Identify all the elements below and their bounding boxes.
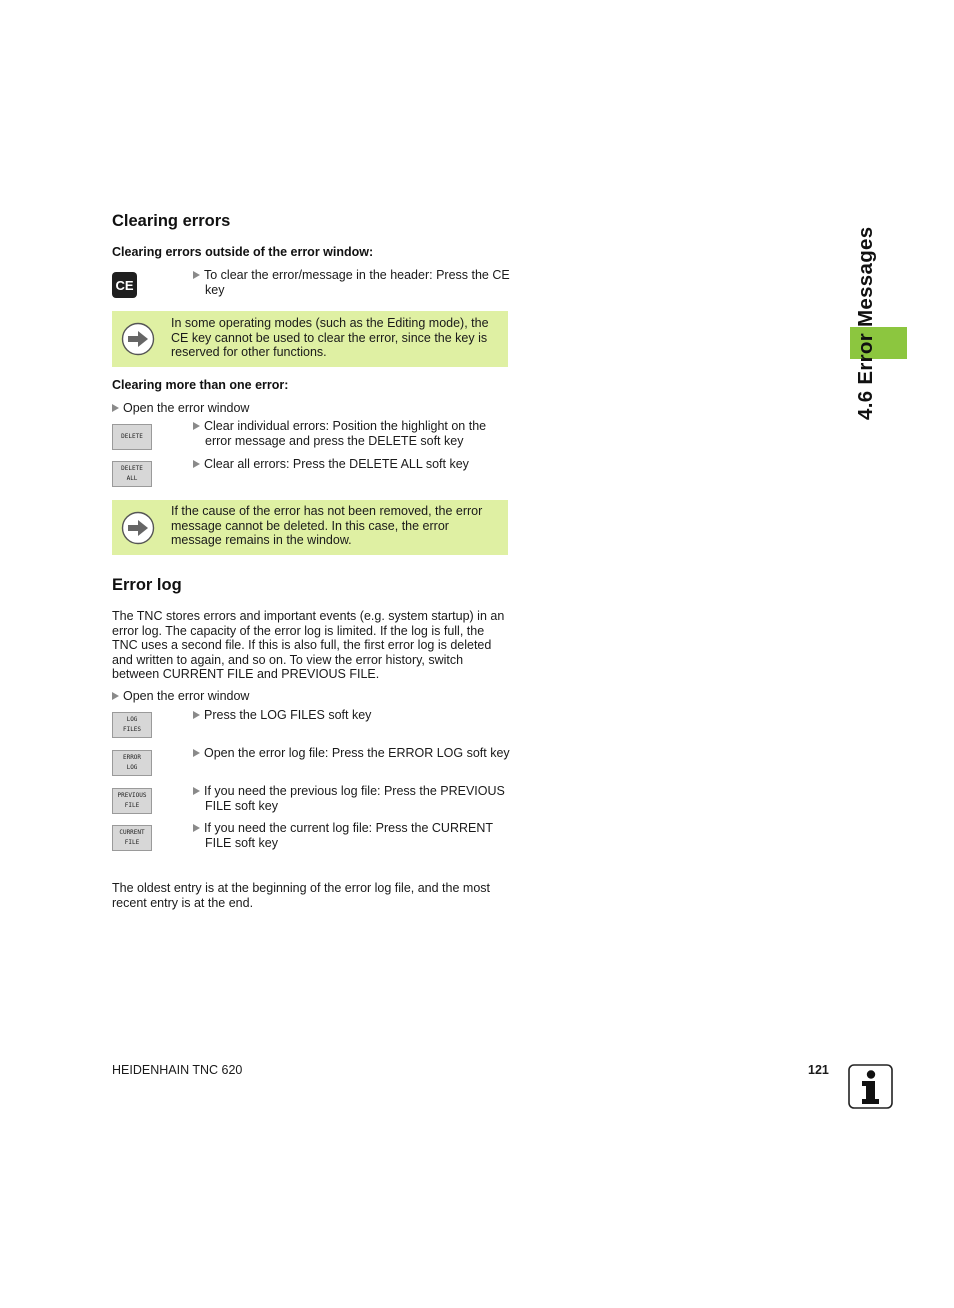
footer-product-name: HEIDENHAIN TNC 620 — [112, 1063, 243, 1077]
current-file-step — [193, 821, 520, 850]
softkey-label-line2: FILES — [122, 726, 142, 733]
log-files-step — [193, 708, 520, 723]
subheading-more-than-one: Clearing more than one error: — [112, 378, 289, 392]
note-arrow-icon — [121, 511, 155, 545]
delete-step-text: Clear individual errors: Position the highlight on the error message and press the DELETE soft key — [204, 419, 487, 448]
error-log-intro: The TNC stores errors and important events (e.g. system startup) in an error log. The capacity of the error log is limited. If the log is full, the TNC uses a second file. If this is also full, the first error log is deleted and written to again, and so on. To view the error history, switch between CURRENT FILE and PREVIOUS FILE. — [112, 609, 505, 681]
error-log-step — [193, 746, 525, 761]
softkey-label: DELETE — [121, 433, 143, 440]
softkey-label-line1: LOG — [126, 716, 138, 723]
open-window-step-2 — [112, 689, 424, 704]
softkey-label-line1: DELETE — [121, 465, 143, 472]
softkey-label-line1: CURRENT — [119, 829, 145, 836]
bullet-arrow-icon — [193, 271, 200, 279]
note-box-1 — [112, 311, 508, 367]
section-heading-error-log: Error log — [112, 576, 182, 594]
log-files-softkey[interactable] — [112, 712, 152, 738]
open-window-text-2: Open the error window — [123, 689, 250, 703]
ce-step — [193, 268, 517, 297]
bullet-arrow-icon — [193, 824, 200, 832]
previous-file-softkey[interactable] — [112, 788, 152, 814]
current-file-softkey[interactable] — [112, 825, 152, 851]
subheading-outside-window: Clearing errors outside of the error window: — [112, 245, 374, 259]
bullet-arrow-icon — [193, 422, 200, 430]
bullet-arrow-icon — [193, 711, 200, 719]
bullet-arrow-icon — [193, 787, 200, 795]
chapter-side-title: 4.6 Error Messages — [854, 226, 877, 420]
note-box-2 — [112, 500, 508, 555]
delete-softkey[interactable] — [112, 424, 152, 450]
current-file-step-text: If you need the current log file: Press the CURRENT FILE soft key — [204, 821, 493, 850]
bullet-arrow-icon — [112, 692, 119, 700]
open-window-step-1 — [112, 401, 424, 416]
previous-file-step — [193, 784, 520, 813]
error-log-step-text: Open the error log file: Press the ERROR LOG soft key — [204, 746, 510, 760]
delete-all-step-text: Clear all errors: Press the DELETE ALL soft key — [204, 457, 469, 471]
softkey-label-line2: LOG — [126, 764, 138, 771]
page-number: 121 — [808, 1063, 829, 1077]
open-window-text-1: Open the error window — [123, 401, 250, 415]
error-log-outro: The oldest entry is at the beginning of the error log file, and the most recent entry is at the end. — [112, 881, 490, 910]
info-icon — [848, 1064, 893, 1109]
softkey-label-line1: ERROR — [122, 754, 142, 761]
softkey-label-line2: FILE — [124, 839, 140, 846]
log-files-step-text: Press the LOG FILES soft key — [204, 708, 372, 722]
ce-key-icon: CE — [112, 272, 137, 298]
ce-step-text: To clear the error/message in the header: Press the CE key — [204, 268, 510, 297]
note-text-2: If the cause of the error has not been removed, the error message cannot be deleted. In this case, the error message remains in the window. — [171, 504, 483, 547]
softkey-label-line1: PREVIOUS — [117, 792, 147, 799]
bullet-arrow-icon — [112, 404, 119, 412]
section-heading-clearing-errors: Clearing errors — [112, 212, 231, 230]
previous-file-step-text: If you need the previous log file: Press the PREVIOUS FILE soft key — [204, 784, 505, 813]
note-text-1: In some operating modes (such as the Editing mode), the CE key cannot be used to clear the error, since the key is reserved for other functions. — [171, 316, 489, 359]
bullet-arrow-icon — [193, 460, 200, 468]
softkey-label-line2: FILE — [124, 802, 140, 809]
error-log-softkey[interactable] — [112, 750, 152, 776]
bullet-arrow-icon — [193, 749, 200, 757]
note-arrow-icon — [121, 322, 155, 356]
delete-step — [193, 419, 515, 448]
delete-all-softkey[interactable] — [112, 461, 152, 487]
softkey-label-line2: ALL — [126, 475, 138, 482]
delete-all-step — [193, 457, 515, 472]
